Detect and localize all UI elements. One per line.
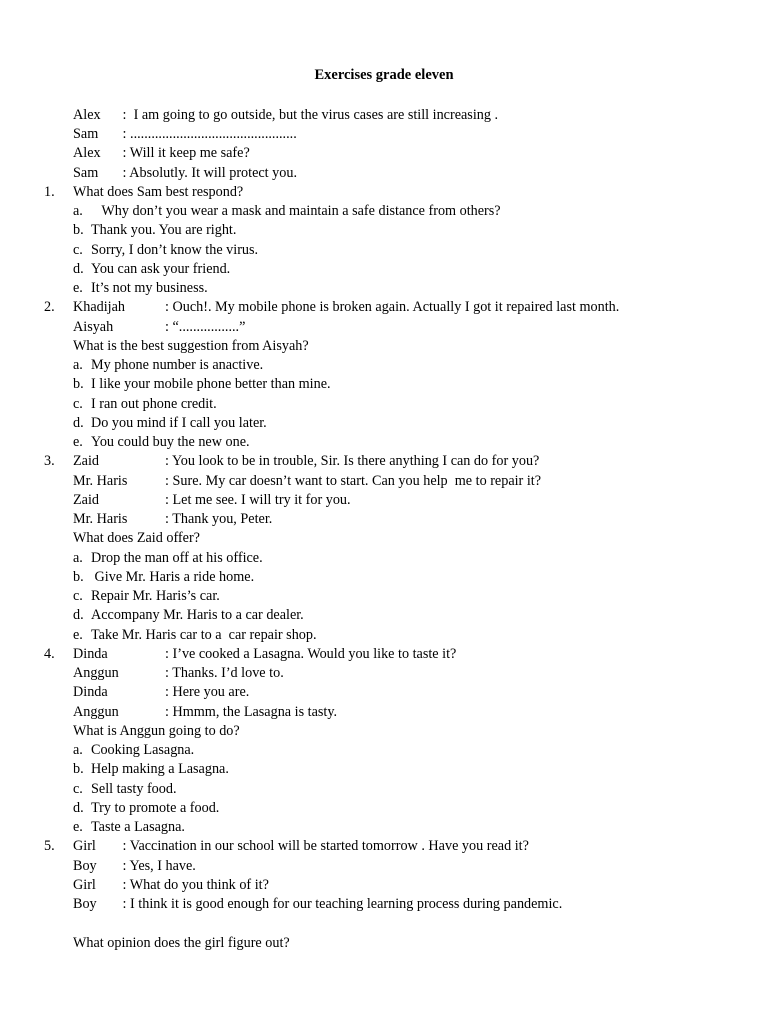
dialog-line (73, 876, 269, 895)
option-letter: b. (73, 222, 84, 238)
speaker: Girl (73, 838, 96, 854)
answer-option (73, 818, 185, 837)
option-letter: b. (73, 569, 84, 585)
option-text: Thank you. You are right. (91, 222, 237, 238)
answer-option (73, 568, 254, 587)
utterance: : Sure. My car doesn’t want to start. Can you help me to repair it? (165, 473, 542, 489)
option-letter: e. (73, 627, 83, 643)
utterance: : Let me see. I will try it for you. (165, 492, 351, 508)
dialog-line (73, 452, 539, 471)
utterance: : Absolutly. It will protect you. (119, 165, 297, 181)
dialog-line (73, 645, 456, 664)
utterance: : I think it is good enough for our teaching learning process during pandemic. (119, 896, 563, 912)
answer-option (73, 356, 263, 375)
speaker: Zaid (73, 492, 99, 508)
speaker: Sam (73, 126, 99, 142)
utterance: : ............................................... (119, 126, 297, 142)
option-text: Sorry, I don’t know the virus. (91, 242, 259, 258)
question-number: 3. (44, 453, 55, 469)
speaker: Zaid (73, 453, 99, 469)
option-letter: a. (73, 357, 83, 373)
dialog-line (73, 491, 351, 510)
speaker: Dinda (73, 646, 108, 662)
speaker: Alex (73, 145, 101, 161)
option-text: Sell tasty food. (91, 781, 177, 797)
option-letter: b. (73, 376, 84, 392)
utterance: : Thanks. I’d love to. (165, 665, 284, 681)
utterance: : Yes, I have. (119, 858, 196, 874)
speaker: Boy (73, 896, 97, 912)
option-letter: d. (73, 800, 84, 816)
answer-option (73, 626, 317, 645)
option-text: You can ask your friend. (91, 261, 231, 277)
option-letter: e. (73, 280, 83, 296)
question-text: What is the best suggestion from Aisyah? (73, 338, 309, 354)
answer-option (73, 760, 229, 779)
option-text: Help making a Lasagna. (91, 761, 229, 777)
utterance: : Hmmm, the Lasagna is tasty. (165, 704, 338, 720)
option-text: Accompany Mr. Haris to a car dealer. (91, 607, 304, 623)
option-letter: c. (73, 396, 83, 412)
option-letter: b. (73, 761, 84, 777)
utterance: : Here you are. (165, 684, 250, 700)
speaker: Anggun (73, 665, 119, 681)
option-text: Cooking Lasagna. (91, 742, 195, 758)
answer-option (73, 221, 236, 240)
utterance: : Ouch!. My mobile phone is broken again. Actually I got it repaired last month. (165, 299, 620, 315)
option-letter: d. (73, 261, 84, 277)
speaker: Girl (73, 877, 96, 893)
speaker: Aisyah (73, 319, 114, 335)
answer-option (73, 587, 220, 606)
question-number: 2. (44, 299, 55, 315)
question-number: 5. (44, 838, 55, 854)
utterance: : Will it keep me safe? (119, 145, 250, 161)
dialog-line (73, 472, 541, 491)
answer-option (73, 260, 230, 279)
utterance: : I’ve cooked a Lasagna. Would you like to taste it? (165, 646, 457, 662)
answer-option (73, 741, 194, 760)
page-title: Exercises grade eleven (314, 67, 454, 83)
answer-option (73, 414, 267, 433)
answer-option (73, 279, 208, 298)
utterance: : I am going to go outside, but the virus cases are still increasing . (119, 107, 499, 123)
question-text: What does Zaid offer? (73, 530, 200, 546)
option-text: You could buy the new one. (91, 434, 250, 450)
option-letter: c. (73, 588, 83, 604)
speaker: Alex (73, 107, 101, 123)
option-letter: e. (73, 434, 83, 450)
speaker: Boy (73, 858, 97, 874)
question-number: 4. (44, 646, 55, 662)
speaker: Mr. Haris (73, 473, 128, 489)
answer-option (73, 375, 331, 394)
answer-option (73, 549, 263, 568)
dialog-line (73, 857, 196, 876)
option-text: I like your mobile phone better than mine. (91, 376, 331, 392)
option-text: Try to promote a food. (91, 800, 220, 816)
option-text: Take Mr. Haris car to a car repair shop. (91, 627, 317, 643)
answer-option (73, 799, 219, 818)
option-text: Drop the man off at his office. (91, 550, 263, 566)
dialog-line (73, 298, 619, 317)
dialog-line (73, 837, 529, 856)
answer-option (73, 395, 217, 414)
option-text: I ran out phone credit. (91, 396, 217, 412)
dialog-line (73, 106, 498, 125)
option-text: Why don’t you wear a mask and maintain a safe distance from others? (91, 203, 501, 219)
option-letter: a. (73, 550, 83, 566)
speaker: Sam (73, 165, 99, 181)
dialog-line (73, 318, 245, 337)
option-text: Repair Mr. Haris’s car. (91, 588, 220, 604)
answer-option (73, 433, 250, 452)
answer-option (73, 202, 501, 221)
option-text: My phone number is anactive. (91, 357, 264, 373)
option-letter: d. (73, 415, 84, 431)
dialog-line (73, 510, 272, 529)
utterance: : “.................” (165, 319, 246, 335)
option-text: Taste a Lasagna. (91, 819, 185, 835)
speaker: Khadijah (73, 299, 126, 315)
option-text: Do you mind if I call you later. (91, 415, 267, 431)
option-letter: e. (73, 819, 83, 835)
utterance: : You look to be in trouble, Sir. Is there anything I can do for you? (165, 453, 540, 469)
dialog-line (73, 664, 284, 683)
question-text: What opinion does the girl figure out? (73, 935, 290, 951)
option-letter: c. (73, 242, 83, 258)
question-number: 1. (44, 184, 55, 200)
answer-option (73, 241, 258, 260)
option-text: It’s not my business. (91, 280, 208, 296)
speaker: Dinda (73, 684, 108, 700)
option-letter: c. (73, 781, 83, 797)
dialog-line (73, 144, 250, 163)
speaker: Mr. Haris (73, 511, 128, 527)
dialog-line (73, 703, 337, 722)
answer-option (73, 780, 177, 799)
utterance: : Vaccination in our school will be started tomorrow . Have you read it? (119, 838, 529, 854)
speaker: Anggun (73, 704, 119, 720)
question-text: What is Anggun going to do? (73, 723, 240, 739)
question-text: What does Sam best respond? (73, 184, 244, 200)
dialog-line (73, 895, 562, 914)
option-letter: d. (73, 607, 84, 623)
dialog-line (73, 164, 297, 183)
option-letter: a. (73, 742, 83, 758)
dialog-line (73, 683, 249, 702)
dialog-line (73, 125, 297, 144)
option-letter: a. (73, 203, 83, 219)
answer-option (73, 606, 304, 625)
utterance: : What do you think of it? (119, 877, 269, 893)
option-text: Give Mr. Haris a ride home. (91, 569, 255, 585)
utterance: : Thank you, Peter. (165, 511, 273, 527)
